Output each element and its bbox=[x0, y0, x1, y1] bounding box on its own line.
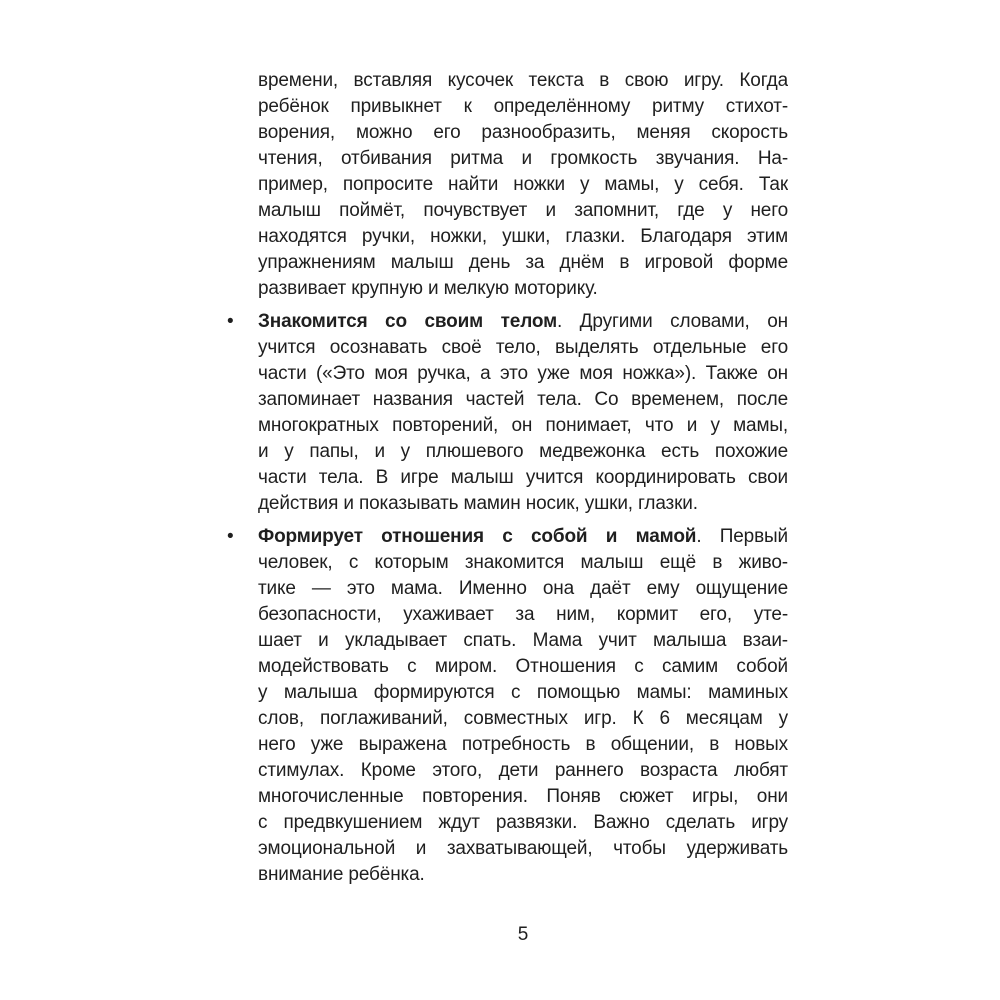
bullet-lead-rest: . Первый bbox=[696, 526, 788, 547]
text-line: части тела. В игре малыш учится координировать свои bbox=[258, 467, 788, 488]
text-line: многочисленные повторения. Поняв сюжет игры, они bbox=[258, 786, 788, 807]
text-line: безопасности, ухаживает за ним, кормит его, уте- bbox=[258, 604, 788, 625]
text-line: слов, поглаживаний, совместных игр. К 6 месяцам у bbox=[258, 708, 788, 729]
bullet-heading: Знакомится со своим телом bbox=[258, 311, 557, 332]
text-line: действия и показывать мамин носик, ушки, глазки. bbox=[258, 493, 698, 514]
bullet-dot-icon: • bbox=[227, 526, 234, 547]
text-line: модействовать с миром. Отношения с самим собой bbox=[258, 656, 788, 677]
page-number: 5 bbox=[517, 924, 529, 945]
text-line: человек, с которым знакомится малыш ещё в живо- bbox=[258, 552, 788, 573]
text-line: стимулах. Кроме этого, дети раннего возраста любят bbox=[258, 760, 788, 781]
text-column bbox=[227, 68, 788, 888]
text-line: пример, попросите найти ножки у мамы, у себя. Так bbox=[258, 174, 788, 195]
text-line: ребёнок привыкнет к определённому ритму стихот- bbox=[258, 96, 788, 117]
bullet-lead-line bbox=[258, 524, 788, 550]
text-line: находятся ручки, ножки, ушки, глазки. Благодаря этим bbox=[258, 226, 788, 247]
text-line: ворения, можно его разнообразить, меняя скорость bbox=[258, 122, 788, 143]
bullet-item-relationships bbox=[227, 524, 788, 888]
text-line: запоминает названия частей тела. Со временем, после bbox=[258, 389, 788, 410]
text-line: упражнениям малыш день за днём в игровой форме bbox=[258, 252, 788, 273]
bullet-item-body-knowledge bbox=[227, 309, 788, 517]
body-paragraph bbox=[258, 68, 788, 302]
text-line: с предвкушением ждут развязки. Важно сделать игру bbox=[258, 812, 788, 833]
text-line: учится осознавать своё тело, выделять отдельные его bbox=[258, 337, 788, 358]
text-line: многократных повторений, он понимает, что и у мамы, bbox=[258, 415, 788, 436]
text-line: шает и укладывает спать. Мама учит малыша взаи- bbox=[258, 630, 788, 651]
bullet-dot-icon: • bbox=[227, 311, 234, 332]
text-line: чтения, отбивания ритма и громкость звучания. На- bbox=[258, 148, 788, 169]
text-line: времени, вставляя кусочек текста в свою игру. Когда bbox=[258, 70, 788, 91]
bullet-lead-line bbox=[258, 309, 788, 335]
text-line: внимание ребёнка. bbox=[258, 864, 425, 885]
bullet-lead-rest: . Другими словами, он bbox=[556, 311, 788, 332]
text-line: части («Это моя ручка, а это уже моя ножка»). Также он bbox=[258, 363, 788, 384]
bullet-body bbox=[258, 550, 788, 888]
text-line: у малыша формируются с помощью мамы: маминых bbox=[258, 682, 788, 703]
bullet-heading: Формирует отношения с собой и мамой bbox=[258, 526, 697, 547]
text-line: эмоциональной и захватывающей, чтобы удерживать bbox=[258, 838, 788, 859]
text-line: малыш поймёт, почувствует и запомнит, где у него bbox=[258, 200, 788, 221]
bullet-body bbox=[258, 335, 788, 517]
text-line: него уже выражена потребность в общении, в новых bbox=[258, 734, 788, 755]
text-line: и у папы, и у плюшевого медвежонка есть похожие bbox=[258, 441, 788, 462]
text-line: тике — это мама. Именно она даёт ему ощущение bbox=[258, 578, 788, 599]
text-line: развивает крупную и мелкую моторику. bbox=[258, 278, 598, 299]
